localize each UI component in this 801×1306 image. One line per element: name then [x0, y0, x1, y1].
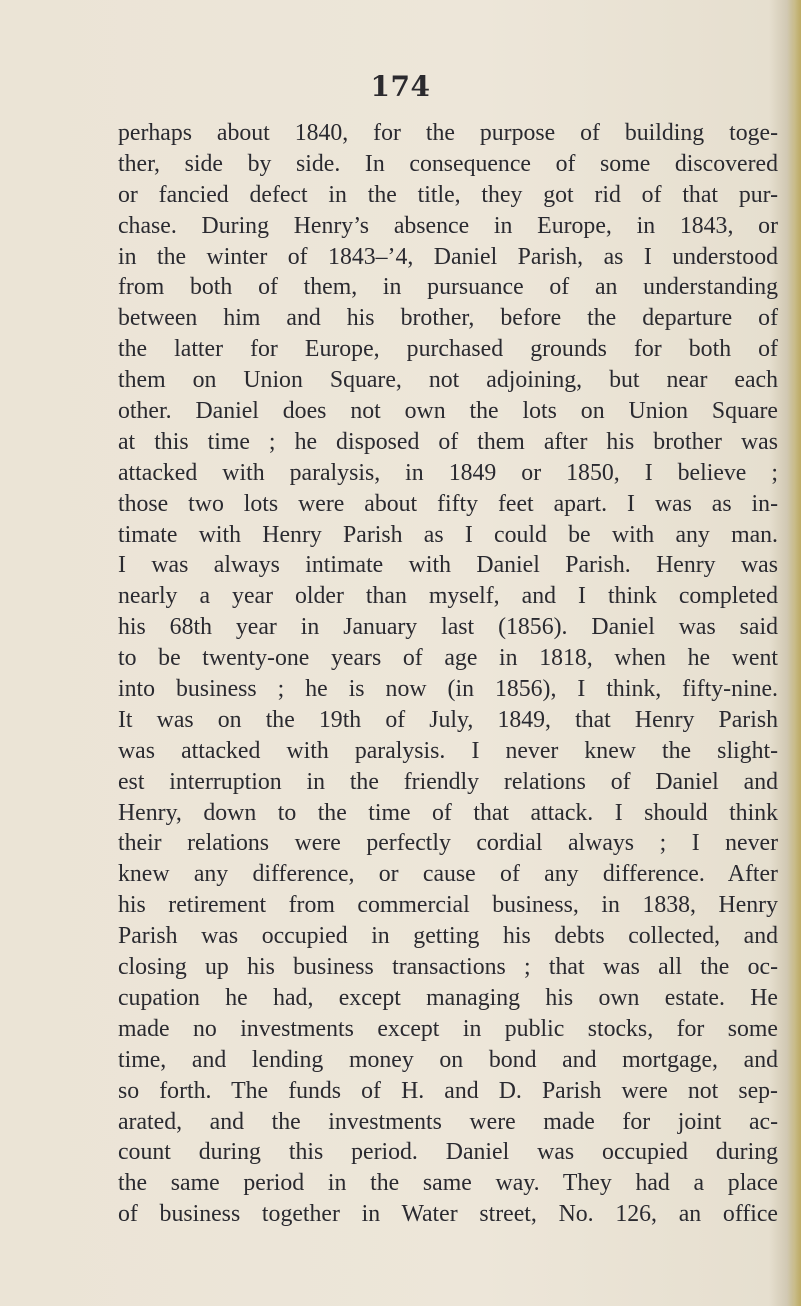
text-line: arated, and the investments were made for joint ac- [118, 1108, 778, 1135]
text-line: to be twenty-one years of age in 1818, when he went [118, 645, 778, 672]
text-line: those two lots were about fifty feet apart. I was as in- [118, 490, 778, 517]
text-line: his 68th year in January last (1856). Daniel was said [118, 614, 778, 641]
text-line: It was on the 19th of July, 1849, that Henry Parish [118, 706, 778, 733]
text-line: Parish was occupied in getting his debts collected, and [118, 923, 778, 950]
text-line: from both of them, in pursuance of an understanding [118, 274, 778, 301]
text-line: perhaps about 1840, for the purpose of building toge- [118, 120, 778, 146]
text-line: est interruption in the friendly relations of Daniel and [118, 768, 778, 795]
page-edge [787, 0, 801, 1306]
text-line: them on Union Square, not adjoining, but near each [118, 367, 778, 394]
text-line: the latter for Europe, purchased grounds for both of [118, 336, 778, 363]
text-line: I was always intimate with Daniel Parish. Henry was [118, 552, 778, 579]
text-line: of business together in Water street, No. 126, an office [118, 1201, 778, 1228]
text-line: the same period in the same way. They had a place [118, 1170, 778, 1197]
text-line: chase. During Henry’s absence in Europe, in 1843, or [118, 212, 778, 239]
text-line: was attacked with paralysis. I never knew the slight- [118, 737, 778, 764]
text-line: Henry, down to the time of that attack. I should think [118, 799, 778, 826]
page-number: 174 [370, 70, 431, 103]
text-line: other. Daniel does not own the lots on Union Square [118, 398, 778, 425]
text-line: into business ; he is now (in 1856), I think, fifty-nine. [118, 676, 778, 703]
text-line: timate with Henry Parish as I could be with any man. [118, 521, 778, 548]
text-line: their relations were perfectly cordial always ; I never [118, 830, 778, 857]
text-line: count during this period. Daniel was occupied during [118, 1139, 778, 1166]
text-line: at this time ; he disposed of them after his brother was [118, 428, 778, 455]
text-line: cupation he had, except managing his own estate. He [118, 984, 778, 1011]
text-line: between him and his brother, before the departure of [118, 305, 778, 332]
text-line: so forth. The funds of H. and D. Parish were not sep- [118, 1077, 778, 1104]
text-line: ther, side by side. In consequence of some discovered [118, 150, 778, 177]
text-line: his retirement from commercial business, in 1838, Henry [118, 892, 778, 919]
text-line: time, and lending money on bond and mortgage, and [118, 1046, 778, 1073]
body-text [118, 118, 778, 1230]
text-line: nearly a year older than myself, and I think completed [118, 583, 778, 610]
text-line: in the winter of 1843–’4, Daniel Parish, as I understood [118, 243, 778, 270]
text-line: closing up his business transactions ; that was all the oc- [118, 954, 778, 981]
text-line: or fancied defect in the title, they got rid of that pur- [118, 181, 778, 208]
text-line: made no investments except in public stocks, for some [118, 1015, 778, 1042]
text-line: attacked with paralysis, in 1849 or 1850, I believe ; [118, 459, 778, 486]
text-line: knew any difference, or cause of any difference. After [118, 861, 778, 888]
